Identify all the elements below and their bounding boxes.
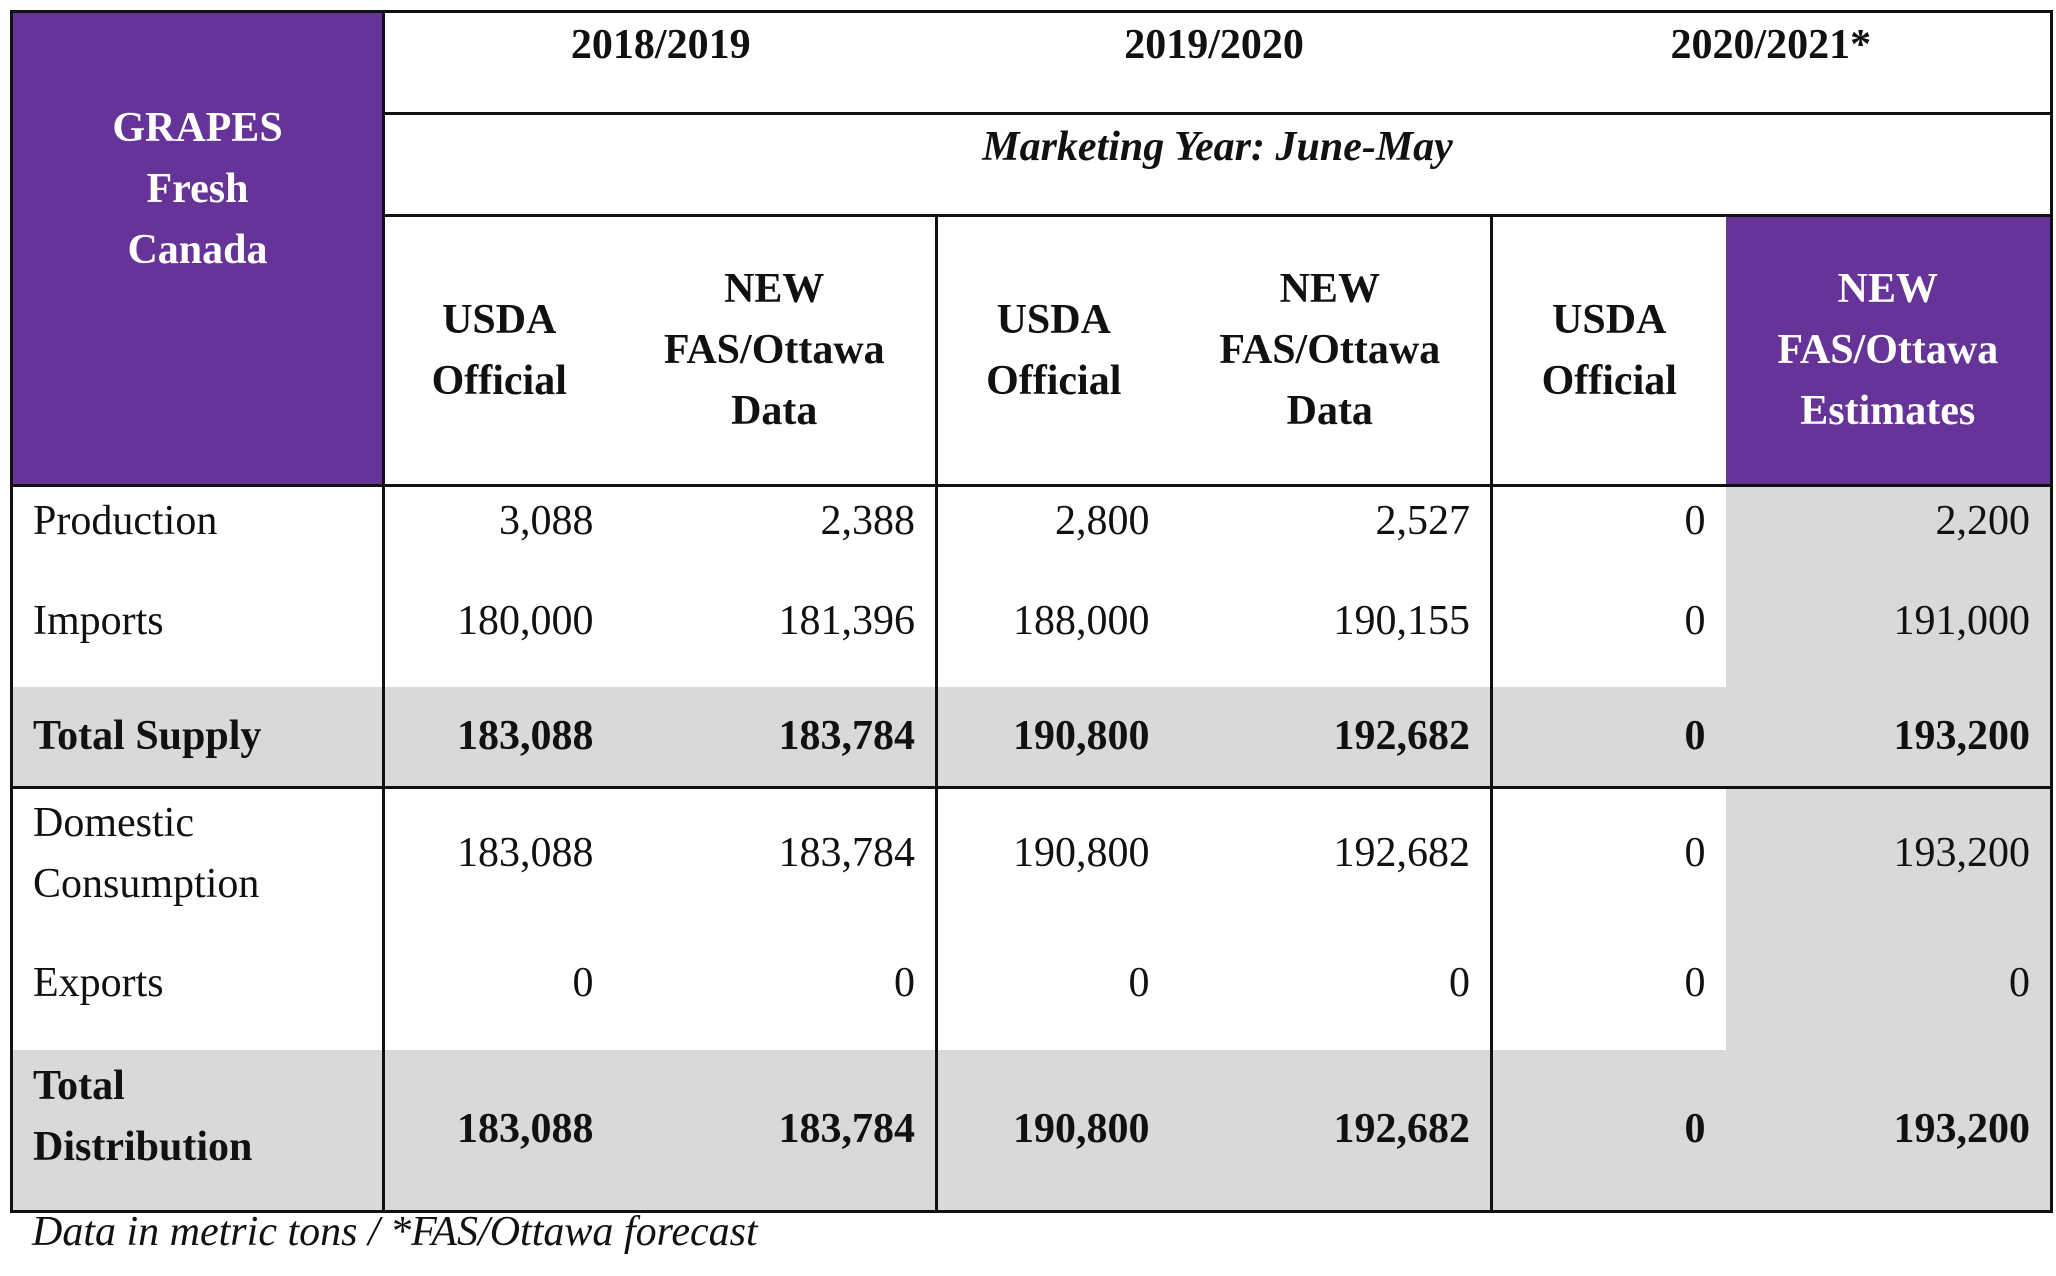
row-label: Total Supply [12, 687, 384, 788]
value-cell: 3,088 [499, 498, 594, 544]
header-line: Data [731, 388, 818, 434]
value-cell: 2,527 [1170, 486, 1492, 587]
psd-table [10, 10, 2053, 1213]
value-cell: 183,088 [457, 830, 594, 876]
header-line: USDA [442, 296, 557, 343]
value-cell: 2,388 [614, 486, 937, 587]
row-label-line: Total [33, 1062, 125, 1109]
value-cell: 0 [572, 959, 594, 1006]
table-row-exports [12, 949, 2052, 1050]
column-header-fas-data [1170, 216, 1492, 486]
value-cell: 0 [1170, 949, 1492, 1050]
value-cell: 183,784 [614, 788, 937, 949]
commodity-title-line: Canada [127, 227, 268, 273]
value-cell: 188,000 [1013, 597, 1150, 644]
value-cell: 0 [1684, 830, 1706, 876]
column-header-fas-estimates [1726, 216, 2052, 486]
year-header-row [12, 12, 2052, 114]
value-cell: 0 [1684, 498, 1706, 544]
value-cell: 190,800 [937, 1050, 1170, 1212]
value-cell: 181,396 [614, 587, 937, 687]
value-cell: 183,088 [384, 1050, 614, 1212]
commodity-title-cell [12, 12, 384, 486]
header-line: Official [986, 357, 1122, 404]
row-label-line: Consumption [33, 861, 260, 907]
value-cell: 0 [1492, 1050, 1726, 1212]
header-line: NEW [1837, 266, 1938, 312]
value-cell: 193,200 [1726, 687, 2052, 788]
table-row-domestic-consumption [12, 788, 2052, 949]
header-line: NEW [1279, 266, 1380, 312]
header-line: FAS/Ottawa [663, 327, 885, 373]
value-cell: 193,200 [1726, 1050, 2052, 1212]
value-cell: 0 [1684, 959, 1706, 1006]
value-cell: 2,200 [1726, 486, 2052, 587]
column-header-usda-official [384, 216, 614, 486]
value-cell: 2,800 [1055, 498, 1150, 544]
value-cell: 190,800 [1013, 830, 1150, 876]
value-cell: 0 [614, 949, 937, 1050]
value-cell: 183,784 [614, 1050, 937, 1212]
year-header: 2020/2021* [1492, 12, 2052, 114]
header-line: Official [431, 357, 567, 404]
header-line: Data [1286, 388, 1373, 434]
year-header: 2019/2020 [937, 12, 1492, 114]
marketing-year-label: Marketing Year: June-May [384, 114, 2052, 216]
row-label: Imports [12, 587, 384, 687]
header-line: FAS/Ottawa [1219, 327, 1441, 373]
row-label-line: Domestic [33, 800, 194, 846]
value-cell: 192,682 [1170, 788, 1492, 949]
commodity-title-line: GRAPES [112, 105, 283, 151]
column-header-fas-data [614, 216, 937, 486]
value-cell: 192,682 [1170, 1050, 1492, 1212]
table-row-production [12, 486, 2052, 587]
row-label: Exports [12, 949, 384, 1050]
header-line: USDA [1552, 296, 1667, 343]
value-cell: 0 [1128, 959, 1150, 1006]
header-line: FAS/Ottawa [1777, 327, 1999, 373]
value-cell: 0 [1684, 597, 1706, 644]
header-line: Estimates [1800, 388, 1976, 434]
value-cell: 0 [1726, 949, 2052, 1050]
table-row-total-distribution [12, 1050, 2052, 1212]
column-header-usda-official [1492, 216, 1726, 486]
commodity-title-line: Fresh [146, 166, 249, 212]
value-cell: 190,800 [937, 687, 1170, 788]
year-header: 2018/2019 [384, 12, 937, 114]
header-line: NEW [724, 266, 825, 312]
value-cell: 192,682 [1170, 687, 1492, 788]
header-line: USDA [996, 296, 1111, 343]
value-cell: 183,784 [614, 687, 937, 788]
value-cell: 0 [1492, 687, 1726, 788]
value-cell: 193,200 [1726, 788, 2052, 949]
row-label: Production [12, 486, 384, 587]
table-row-total-supply [12, 687, 2052, 788]
value-cell: 191,000 [1726, 587, 2052, 687]
row-label [12, 788, 384, 949]
table-row-imports [12, 587, 2052, 687]
row-label [12, 1050, 384, 1212]
table-footnote: Data in metric tons / *FAS/Ottawa forecast [32, 1209, 758, 1255]
value-cell: 180,000 [457, 597, 594, 644]
column-header-usda-official [937, 216, 1170, 486]
header-line: Official [1541, 357, 1677, 404]
row-label-line: Distribution [33, 1123, 253, 1170]
value-cell: 183,088 [384, 687, 614, 788]
value-cell: 190,155 [1170, 587, 1492, 687]
